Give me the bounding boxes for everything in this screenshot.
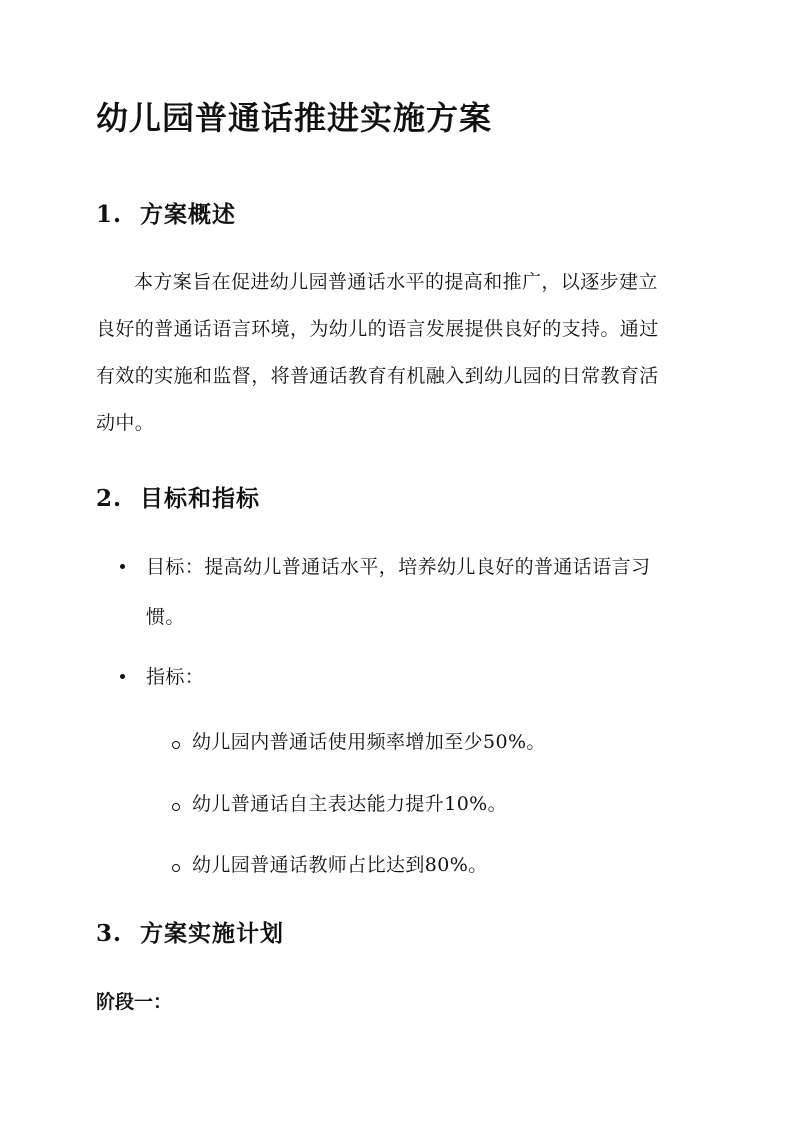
circle-bullet-icon: [172, 741, 180, 749]
bullet-line: 目标：提高幼儿普通话水平，培养幼儿良好的普通话语言习: [146, 556, 651, 578]
overview-paragraph-cont: [96, 306, 706, 447]
bullet-item-goal: [120, 542, 710, 642]
section-heading-1: [96, 196, 236, 229]
section-title: 方案概述: [140, 201, 236, 228]
overview-paragraph: [96, 259, 706, 306]
section-title: 方案实施计划: [140, 920, 284, 947]
bullet-dot-icon: [120, 564, 125, 569]
sub-list-item: 幼儿普通话自主表达能力提升10%。: [172, 789, 507, 819]
sub-list-item: 幼儿园内普通话使用频率增加至少50%。: [172, 727, 546, 757]
section-title: 目标和指标: [140, 485, 260, 512]
paragraph-line: 动中。: [96, 412, 155, 434]
stage-label: 阶段一：: [96, 991, 173, 1013]
paragraph-line: 有效的实施和监督，将普通话教育有机融入到幼儿园的日常教育活: [96, 365, 659, 387]
circle-bullet-icon: [172, 803, 180, 811]
bullet-item-indicators: [120, 652, 710, 702]
paragraph-line: 良好的普通话语言环境，为幼儿的语言发展提供良好的支持。通过: [96, 318, 659, 340]
sub-list-item: 幼儿园普通话教师占比达到80%。: [172, 850, 488, 880]
bullet-line: 指标：: [146, 666, 205, 688]
circle-bullet-icon: [172, 864, 180, 872]
section-number: 2.: [96, 485, 123, 512]
section-heading-2: [96, 480, 260, 513]
section-number: 1.: [96, 201, 123, 228]
document-title: 幼儿园普通话推进实施方案: [96, 99, 493, 137]
bullet-dot-icon: [120, 674, 125, 679]
section-heading-3: [96, 915, 284, 948]
bullet-line: 惯。: [146, 606, 185, 628]
section-number: 3.: [96, 920, 123, 947]
paragraph-line: 本方案旨在促进幼儿园普通话水平的提高和推广，以逐步建立: [134, 271, 658, 293]
